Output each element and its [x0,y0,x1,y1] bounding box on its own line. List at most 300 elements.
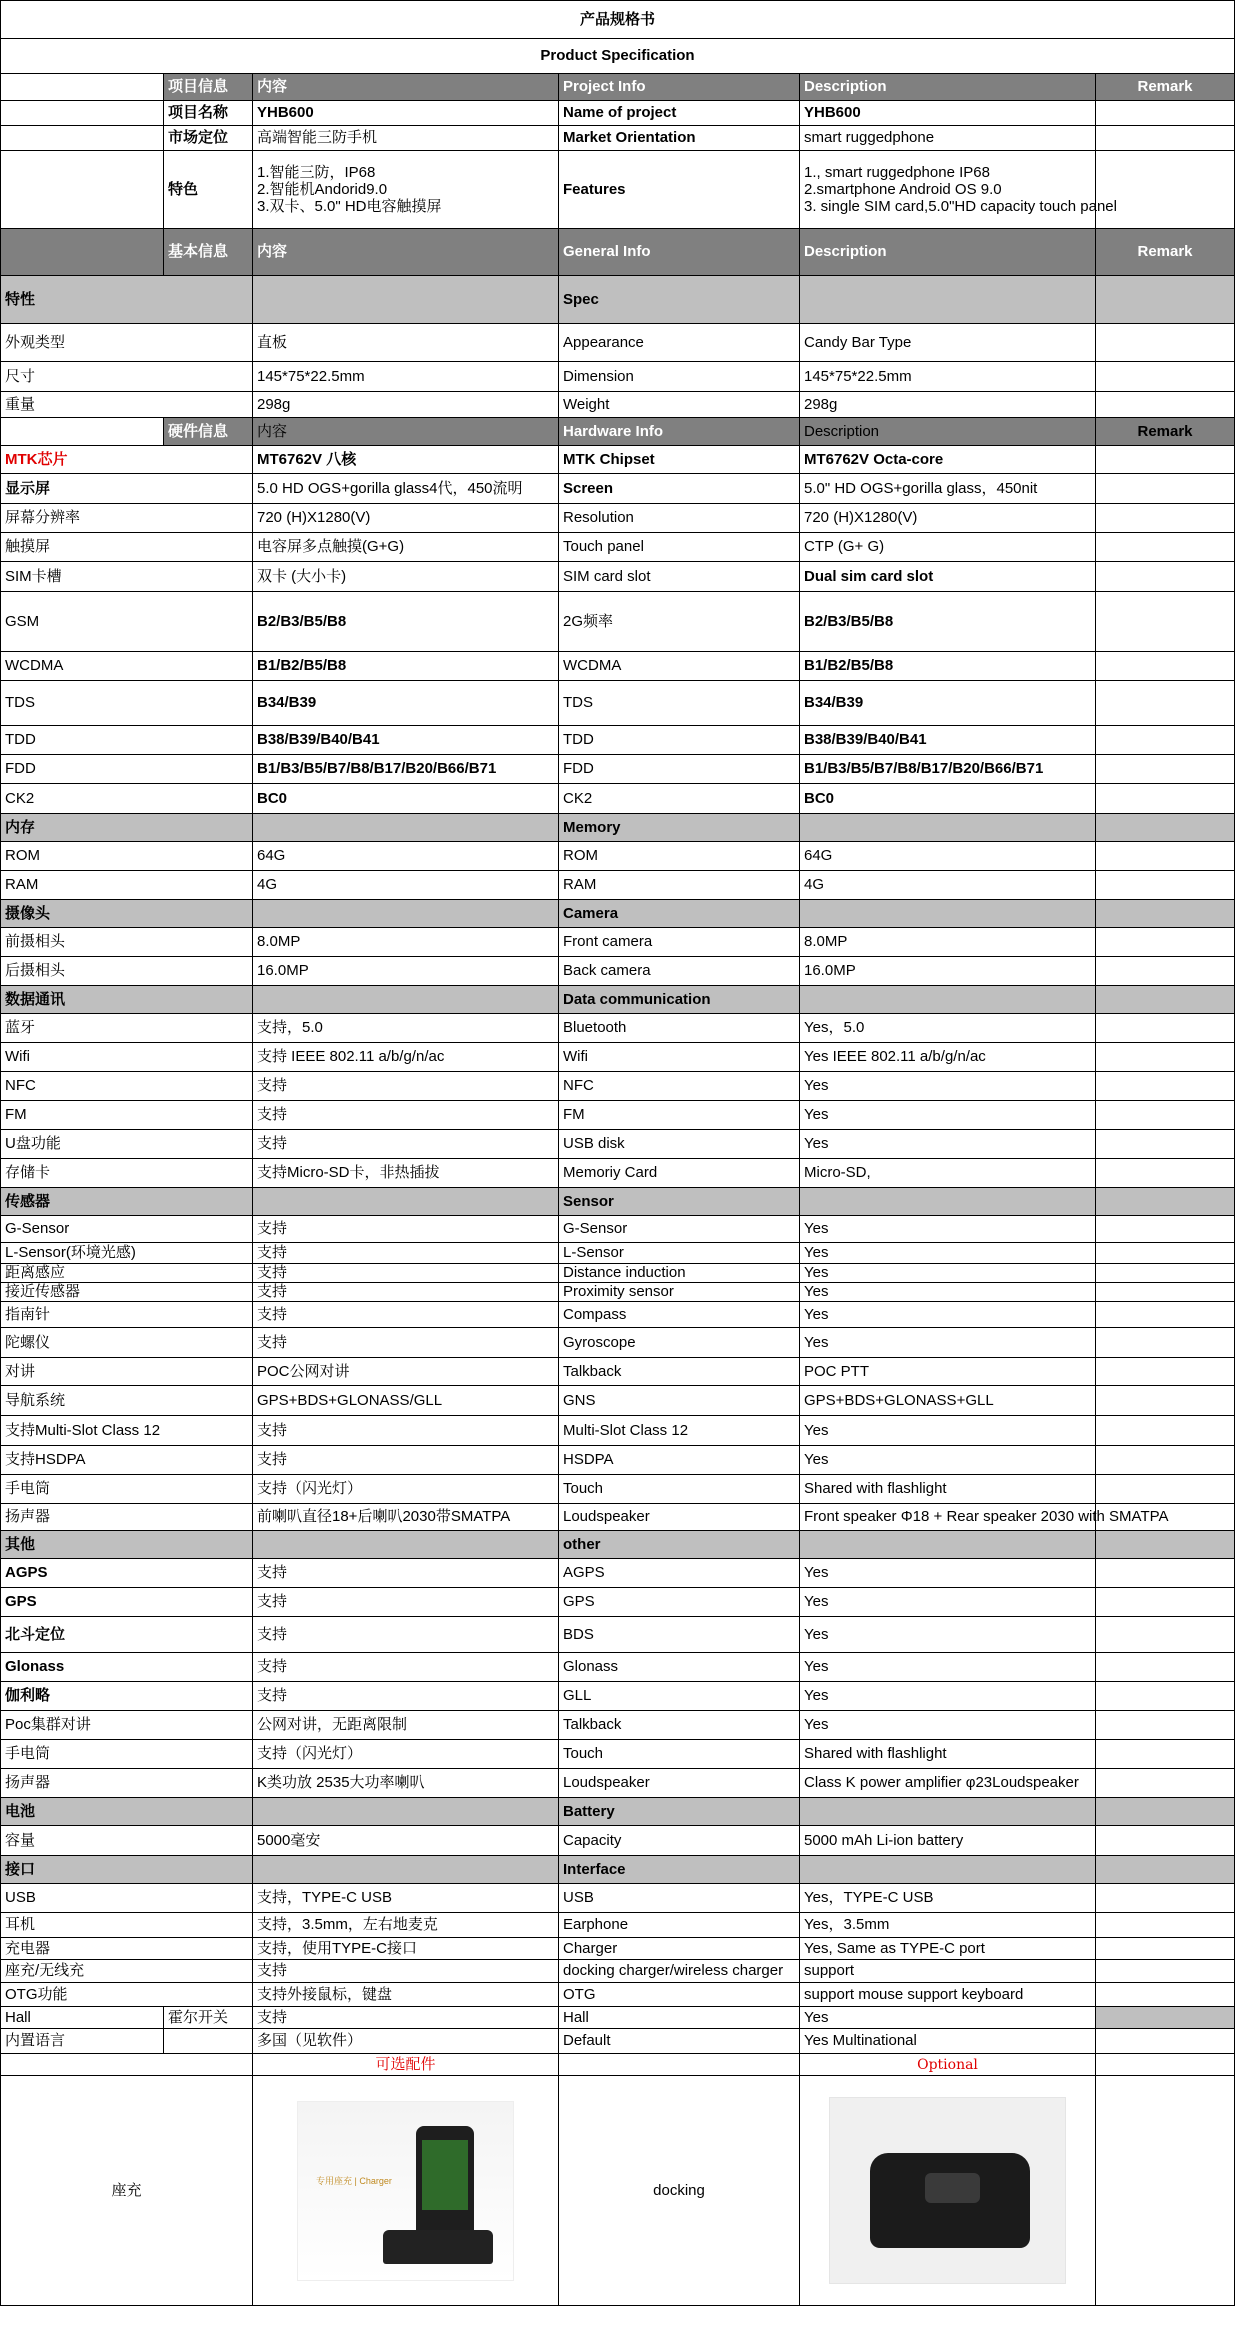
row-value-cn: 支持 [253,1328,559,1358]
remark-cell [1096,1216,1235,1243]
remark-cell [1096,1826,1235,1856]
remark-cell [1096,784,1235,814]
row-value-en: Yes IEEE 802.11 a/b/g/n/ac [800,1043,1096,1072]
blank-cell [253,814,559,842]
row-label-en: 2G频率 [559,592,800,652]
category-other_cat-cn: 其他 [1,1531,253,1559]
row-label-en: AGPS [559,1559,800,1588]
docking-photo [829,2097,1066,2284]
remark-cell [1096,151,1235,229]
row-label-en: USB [559,1884,800,1913]
blank-cell [1,151,164,229]
language-en-label: Default [559,2029,800,2054]
row-label-cn: 手电筒 [1,1740,253,1769]
features-cn-list [253,151,559,229]
remark-cell [1096,1938,1235,1960]
remark-cell [1096,1740,1235,1769]
features-cn-line: 3.双卡、5.0" HD电容触摸屏 [257,198,442,216]
row-label-en: MTK Chipset [559,446,800,474]
remark-header: Remark [1096,229,1235,276]
row-value-en: Yes [800,1072,1096,1101]
row-label-en: G-Sensor [559,1216,800,1243]
row-label-cn: 后摄相头 [1,957,253,986]
row-value-cn: 支持Micro-SD卡，非热插拔 [253,1159,559,1188]
row-value-en: Yes [800,1130,1096,1159]
hardware-info-cn-header: 硬件信息 [164,418,253,446]
remark-cell [1096,1983,1235,2007]
row-label-cn: 显示屏 [1,474,253,504]
category-spec-en: Spec [559,276,800,324]
row-label-en: FM [559,1101,800,1130]
spec-label: 尺寸 [1,362,253,392]
blank-cell [253,900,559,928]
features-cn-line: 2.智能机Andorid9.0 [257,180,388,198]
row-label-cn: 陀螺仪 [1,1328,253,1358]
row-label-cn: WCDMA [1,652,253,681]
docking-body-image [870,2153,1030,2248]
remark-cell [1096,1072,1235,1101]
row-value-cn: 支持，TYPE-C USB [253,1884,559,1913]
page-title-en: Product Specification [1,39,1235,74]
description-header: Description [800,229,1096,276]
project-name-value: YHB600 [253,101,559,126]
row-value-en: Yes，5.0 [800,1014,1096,1043]
remark-cell [1096,726,1235,755]
row-label-cn: 耳机 [1,1913,253,1938]
row-label-cn: GPS [1,1588,253,1617]
remark-cell [1096,1328,1235,1358]
row-value-cn: 支持 [253,1072,559,1101]
row-value-en: 4G [800,871,1096,900]
blank-cell [253,276,559,324]
remark-cell [1096,1446,1235,1475]
blank-cell [1096,276,1235,324]
row-label-en: Loudspeaker [559,1769,800,1798]
row-value-cn: 支持外接鼠标，键盘 [253,1983,559,2007]
row-value-en: Yes [800,1653,1096,1682]
row-value-cn: B38/B39/B40/B41 [253,726,559,755]
blank-cell [1096,1856,1235,1884]
row-label-en: Gyroscope [559,1328,800,1358]
row-value-cn: 支持（闪光灯） [253,1740,559,1769]
row-label-en: Touch panel [559,533,800,562]
row-label-cn: 北斗定位 [1,1617,253,1653]
remark-cell [1096,1769,1235,1798]
category-memory_cat-cn: 内存 [1,814,253,842]
accessories-en-title-text: Optional [917,2056,978,2073]
blank-cell [800,1798,1096,1826]
category-memory_cat-en: Memory [559,814,800,842]
row-value-en: Yes [800,1416,1096,1446]
row-value-en: Yes，TYPE-C USB [800,1884,1096,1913]
remark-cell [1096,1014,1235,1043]
features-en-line: 2.smartphone Android OS 9.0 [804,180,1002,198]
row-value-cn: 5.0 HD OGS+gorilla glass4代，450流明 [253,474,559,504]
hall-sublabel: 霍尔开关 [164,2007,253,2029]
row-value-cn: 支持 [253,1101,559,1130]
row-value-cn: 8.0MP [253,928,559,957]
spec-value: 145*75*22.5mm [253,362,559,392]
features-label: 特色 [164,151,253,229]
remark-cell [1096,324,1235,362]
blank-cell [1096,1531,1235,1559]
row-label-en: NFC [559,1072,800,1101]
row-label-cn: 伽利略 [1,1682,253,1711]
row-label-en: GLL [559,1682,800,1711]
remark-cell [1096,504,1235,533]
row-label-cn: 手电筒 [1,1475,253,1504]
category-spec-cn: 特性 [1,276,253,324]
general-info-cn-header: 基本信息 [164,229,253,276]
row-value-cn: 4G [253,871,559,900]
row-value-en: B1/B2/B5/B8 [800,652,1096,681]
row-value-cn: 5000毫安 [253,1826,559,1856]
remark-cell [1096,1682,1235,1711]
row-label-cn: GSM [1,592,253,652]
row-value-cn: B1/B3/B5/B7/B8/B17/B20/B66/B71 [253,755,559,784]
row-value-cn: 720 (H)X1280(V) [253,504,559,533]
category-interface_cat-cn: 接口 [1,1856,253,1884]
row-label-cn: RAM [1,871,253,900]
row-value-cn: 支持 [253,1416,559,1446]
remark-cell [1096,1386,1235,1416]
row-value-en: B1/B3/B5/B7/B8/B17/B20/B66/B71 [800,755,1096,784]
remark-cell [1096,1302,1235,1328]
row-label-cn: 支持Multi-Slot Class 12 [1,1416,253,1446]
row-value-en: Yes [800,1711,1096,1740]
project-info-en-header: Project Info [559,74,800,101]
row-value-en: 64G [800,842,1096,871]
remark-cell [1096,871,1235,900]
accessory-docking-label: docking [559,2076,800,2306]
row-value-en: Yes [800,1617,1096,1653]
row-label-en: Bluetooth [559,1014,800,1043]
row-label-en: ROM [559,842,800,871]
row-value-en: Shared with flashlight [800,1740,1096,1769]
row-label-cn: Glonass [1,1653,253,1682]
remark-cell [1096,842,1235,871]
row-value-cn: B34/B39 [253,681,559,726]
row-label-cn: 扬声器 [1,1769,253,1798]
blank-cell [1,418,164,446]
row-label-cn: 对讲 [1,1358,253,1386]
row-label-en: FDD [559,755,800,784]
row-label-cn: 接近传感器 [1,1283,253,1302]
blank-cell [1,74,164,101]
remark-cell [1096,1416,1235,1446]
market-en-value: smart ruggedphone [800,126,1096,151]
charger-base-image [383,2230,493,2264]
row-label-cn: L-Sensor(环境光感) [1,1243,253,1264]
row-value-en: Yes [800,1682,1096,1711]
language-en-value: Yes Multinational [800,2029,1096,2054]
row-label-cn: ROM [1,842,253,871]
remark-cell [1096,2007,1235,2029]
remark-cell [1096,2029,1235,2054]
blank-cell [1,2054,253,2076]
project-name-label: 项目名称 [164,101,253,126]
row-value-en: 16.0MP [800,957,1096,986]
row-label-cn: 容量 [1,1826,253,1856]
row-value-en: MT6762V Octa-core [800,446,1096,474]
remark-cell [1096,681,1235,726]
blank-cell [800,1188,1096,1216]
row-value-cn: 支持 [253,1446,559,1475]
remark-cell [1096,1711,1235,1740]
blank-cell [1,101,164,126]
row-value-en: POC PTT [800,1358,1096,1386]
row-value-en: BC0 [800,784,1096,814]
remark-cell [1096,101,1235,126]
row-label-en: Wifi [559,1043,800,1072]
blank-cell [253,1856,559,1884]
row-value-en: Yes，3.5mm [800,1913,1096,1938]
blank-cell [800,814,1096,842]
row-label-en: Earphone [559,1913,800,1938]
row-value-en: Micro-SD, [800,1159,1096,1188]
row-label-en: Screen [559,474,800,504]
row-value-cn: POC公网对讲 [253,1358,559,1386]
language-value: 多国（见软件） [253,2029,559,2054]
category-interface_cat-en: Interface [559,1856,800,1884]
row-value-cn: 双卡 (大小卡) [253,562,559,592]
remark-cell [1096,1588,1235,1617]
row-value-cn: 支持 [253,1960,559,1983]
spec-en-value: 145*75*22.5mm [800,362,1096,392]
project-info-cn-header: 项目信息 [164,74,253,101]
row-value-cn: B1/B2/B5/B8 [253,652,559,681]
language-label: 内置语言 [1,2029,164,2054]
remark-cell [1096,1653,1235,1682]
row-label-cn: 存储卡 [1,1159,253,1188]
row-value-en: 8.0MP [800,928,1096,957]
features-en-line: 1., smart ruggedphone IP68 [804,163,990,181]
phone-screen [422,2140,468,2210]
row-value-en: 5.0" HD OGS+gorilla glass，450nit [800,474,1096,504]
row-label-en: WCDMA [559,652,800,681]
category-data_cat-en: Data communication [559,986,800,1014]
row-value-cn: 支持，5.0 [253,1014,559,1043]
category-other_cat-en: other [559,1531,800,1559]
blank-cell [1,229,164,276]
row-value-en: Yes [800,1446,1096,1475]
features-cn-line: 1.智能三防，IP68 [257,163,376,181]
row-value-cn: MT6762V 八核 [253,446,559,474]
row-value-en: CTP (G+ G) [800,533,1096,562]
row-value-cn: 支持，3.5mm，左右地麦克 [253,1913,559,1938]
row-label-en: Touch [559,1740,800,1769]
phone-image [416,2126,474,2238]
row-value-cn: 支持 [253,1264,559,1283]
remark-cell [1096,1101,1235,1130]
row-label-en: Memoriy Card [559,1159,800,1188]
blank-cell [800,276,1096,324]
remark-cell [1096,1159,1235,1188]
description-header: Description [800,418,1096,446]
category-battery_cat-en: Battery [559,1798,800,1826]
category-camera_cat-cn: 摄像头 [1,900,253,928]
category-sensor_cat-cn: 传感器 [1,1188,253,1216]
remark-cell [1096,392,1235,418]
features-en-line: 3. single SIM card,5.0"HD capacity touch panel [804,198,1117,216]
row-value-cn: GPS+BDS+GLONASS/GLL [253,1386,559,1416]
row-label-cn: SIM卡槽 [1,562,253,592]
docking-photo-cell [800,2076,1096,2306]
hardware-info-en-header: Hardware Info [559,418,800,446]
blank-cell [1096,986,1235,1014]
row-value-cn: 支持 [253,1653,559,1682]
blank-cell [1096,814,1235,842]
row-value-en: Yes [800,1216,1096,1243]
row-label-en: Distance induction [559,1264,800,1283]
hall-en-value: Yes [800,2007,1096,2029]
row-value-en: Yes, Same as TYPE-C port [800,1938,1096,1960]
row-label-cn: MTK芯片 [1,446,253,474]
charger-photo [297,2101,514,2281]
remark-header: Remark [1096,74,1235,101]
category-data_cat-cn: 数据通讯 [1,986,253,1014]
row-label-en: Back camera [559,957,800,986]
row-label-cn: 距离感应 [1,1264,253,1283]
remark-cell [1096,1617,1235,1653]
remark-cell [1096,1559,1235,1588]
remark-cell [1096,126,1235,151]
row-label-cn: TDD [1,726,253,755]
remark-cell [1096,1264,1235,1283]
blank-cell [253,1188,559,1216]
category-sensor_cat-en: Sensor [559,1188,800,1216]
row-label-cn: OTG功能 [1,1983,253,2007]
row-value-en: support [800,1960,1096,1983]
row-label-en: Talkback [559,1711,800,1740]
blank-cell [800,1856,1096,1884]
row-value-cn: 支持 [253,1243,559,1264]
row-label-en: Resolution [559,504,800,533]
remark-cell [1096,1358,1235,1386]
market-en-label: Market Orientation [559,126,800,151]
row-value-en: B38/B39/B40/B41 [800,726,1096,755]
blank-cell [253,1531,559,1559]
remark-cell [1096,2054,1235,2076]
blank-cell [253,986,559,1014]
row-value-cn: 支持 [253,1302,559,1328]
row-value-en: Yes [800,1559,1096,1588]
hall-value: 支持 [253,2007,559,2029]
hall-label: Hall [1,2007,164,2029]
row-label-en: GPS [559,1588,800,1617]
blank-cell [800,900,1096,928]
remark-cell [1096,2076,1235,2306]
remark-cell [1096,533,1235,562]
spec-en-label: Dimension [559,362,800,392]
row-label-en: RAM [559,871,800,900]
row-value-en: 720 (H)X1280(V) [800,504,1096,533]
row-value-en: B2/B3/B5/B8 [800,592,1096,652]
row-label-cn: 蓝牙 [1,1014,253,1043]
row-label-en: Compass [559,1302,800,1328]
remark-cell [1096,1960,1235,1983]
remark-cell [1096,1475,1235,1504]
row-label-cn: USB [1,1884,253,1913]
row-label-cn: FDD [1,755,253,784]
docking-slot-image [925,2173,980,2203]
row-value-cn: 支持 [253,1617,559,1653]
features-en-list [800,151,1117,229]
charger-photo-cell [253,2076,559,2306]
row-label-cn: U盘功能 [1,1130,253,1159]
row-value-cn: 16.0MP [253,957,559,986]
remark-cell [1096,1884,1235,1913]
row-label-cn: 充电器 [1,1938,253,1960]
spec-label: 重量 [1,392,253,418]
row-label-cn: 扬声器 [1,1504,253,1531]
charger-photo-label: 专用座充 | Charger [316,2175,392,2186]
row-label-en: CK2 [559,784,800,814]
row-label-cn: 指南针 [1,1302,253,1328]
remark-cell [1096,652,1235,681]
remark-cell [1096,1913,1235,1938]
row-label-cn: NFC [1,1072,253,1101]
spec-value: 直板 [253,324,559,362]
remark-cell [1096,474,1235,504]
row-value-en: support mouse support keyboard [800,1983,1096,2007]
row-value-cn: K类功放 2535大功率喇叭 [253,1769,559,1798]
blank-cell [1096,1188,1235,1216]
remark-cell [1096,362,1235,392]
blank-cell [1,126,164,151]
row-value-cn: 支持，使用TYPE-C接口 [253,1938,559,1960]
remark-cell [1096,592,1235,652]
features-en-label: Features [559,151,800,229]
row-label-cn: 屏幕分辨率 [1,504,253,533]
row-value-cn: 支持 [253,1130,559,1159]
row-value-en: Yes [800,1283,1096,1302]
row-label-en: Touch [559,1475,800,1504]
blank-cell [559,2054,800,2076]
row-label-en: BDS [559,1617,800,1653]
row-value-cn: 公网对讲，无距离限制 [253,1711,559,1740]
row-value-cn: 64G [253,842,559,871]
row-value-en: Front speaker Φ18 + Rear speaker 2030 with SMATPA [800,1504,1096,1531]
market-value: 高端智能三防手机 [253,126,559,151]
row-value-en: GPS+BDS+GLONASS+GLL [800,1386,1096,1416]
page-title-cn: 产品规格书 [1,1,1235,39]
row-value-en: Yes [800,1101,1096,1130]
blank-cell [253,1798,559,1826]
accessories-en-title [800,2054,1096,2076]
row-value-cn: 支持 IEEE 802.11 a/b/g/n/ac [253,1043,559,1072]
row-label-en: Proximity sensor [559,1283,800,1302]
row-value-cn: 前喇叭直径18+后喇叭2030带SMATPA [253,1504,559,1531]
accessory-charger-label: 座充 [1,2076,253,2306]
row-label-cn: 导航系统 [1,1386,253,1416]
row-label-en: Glonass [559,1653,800,1682]
row-value-cn: 支持 [253,1682,559,1711]
market-label: 市场定位 [164,126,253,151]
row-label-cn: 支持HSDPA [1,1446,253,1475]
row-value-en: Dual sim card slot [800,562,1096,592]
project-name-en-label: Name of project [559,101,800,126]
row-value-cn: 支持 [253,1216,559,1243]
row-value-cn: 支持 [253,1283,559,1302]
description-header: Description [800,74,1096,101]
spec-label: 外观类型 [1,324,253,362]
remark-cell [1096,957,1235,986]
row-label-cn: AGPS [1,1559,253,1588]
remark-cell [1096,1130,1235,1159]
row-value-en: Class K power amplifier φ23Loudspeaker [800,1769,1096,1798]
row-label-cn: CK2 [1,784,253,814]
